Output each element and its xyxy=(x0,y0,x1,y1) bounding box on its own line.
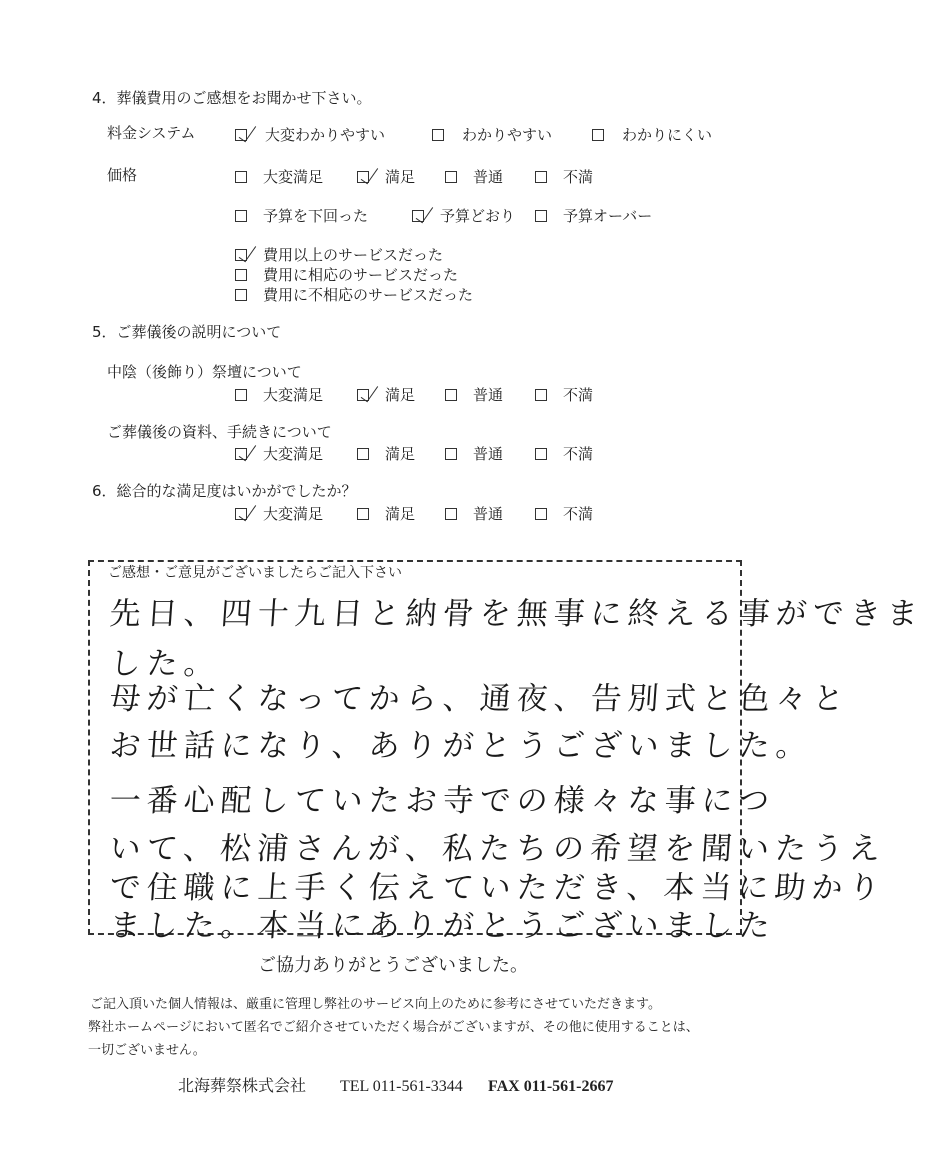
overall-checkbox[interactable] xyxy=(445,508,457,520)
price-option-label: 普通 xyxy=(473,168,504,186)
overall-option-label: 普通 xyxy=(473,505,504,523)
value-option-label: 費用以上のサービスだった xyxy=(263,246,444,264)
value-checkbox[interactable] xyxy=(235,289,247,301)
price-checkbox[interactable] xyxy=(357,171,369,183)
overall-option-label: 満足 xyxy=(385,505,416,523)
altar-option-label: 不満 xyxy=(563,386,594,404)
company-fax: FAX 011-561-2667 xyxy=(488,1078,614,1095)
handwritten-line: 一番心配していたお寺での様々な事につ xyxy=(108,783,777,819)
altar-option-label: 大変満足 xyxy=(263,386,324,404)
budget-option-label: 予算どおり xyxy=(440,207,516,225)
docs-option-label: 満足 xyxy=(385,445,416,463)
privacy-note: 一切ございません。 xyxy=(88,1043,206,1058)
docs-checkbox[interactable] xyxy=(235,448,247,460)
handwritten-line: ました。本当にありがとうございました xyxy=(108,908,778,944)
fee-system-checkbox[interactable] xyxy=(432,129,444,141)
docs-option-label: 大変満足 xyxy=(263,445,324,463)
overall-option-label: 不満 xyxy=(563,505,594,523)
company-tel: TEL 011-561-3344 xyxy=(340,1078,463,1095)
altar-option-label: 普通 xyxy=(473,386,504,404)
fee-system-checkbox[interactable] xyxy=(235,129,247,141)
altar-option-label: 満足 xyxy=(385,386,416,404)
docs-checkbox[interactable] xyxy=(357,448,369,460)
q6-title: 6．総合的な満足度はいかがでしたか？ xyxy=(92,482,357,500)
docs-label: ご葬儀後の資料、手続きについて xyxy=(107,423,332,441)
altar-checkbox[interactable] xyxy=(235,389,247,401)
price-checkbox[interactable] xyxy=(235,171,247,183)
budget-checkbox[interactable] xyxy=(535,210,547,222)
altar-checkbox[interactable] xyxy=(445,389,457,401)
comment-label: ご感想・ご意見がございましたらご記入下さい xyxy=(108,565,402,581)
price-checkbox[interactable] xyxy=(445,171,457,183)
docs-option-label: 普通 xyxy=(473,445,504,463)
price-checkbox[interactable] xyxy=(535,171,547,183)
company-name: 北海葬祭株式会社 xyxy=(178,1078,307,1095)
budget-checkbox[interactable] xyxy=(235,210,247,222)
docs-option-label: 不満 xyxy=(563,445,594,463)
fee-system-label: 料金システム xyxy=(107,124,196,142)
docs-checkbox[interactable] xyxy=(445,448,457,460)
altar-checkbox[interactable] xyxy=(535,389,547,401)
altar-checkbox[interactable] xyxy=(357,389,369,401)
value-option-label: 費用に相応のサービスだった xyxy=(263,266,459,284)
budget-option-label: 予算オーバー xyxy=(563,207,653,225)
value-checkbox[interactable] xyxy=(235,269,247,281)
budget-option-label: 予算を下回った xyxy=(263,207,369,225)
overall-option-label: 大変満足 xyxy=(263,505,324,523)
altar-label: 中陰（後飾り）祭壇について xyxy=(107,363,302,381)
thanks-message: ご協力ありがとうございました。 xyxy=(258,955,528,976)
overall-checkbox[interactable] xyxy=(235,508,247,520)
value-option-label: 費用に不相応のサービスだった xyxy=(263,286,474,304)
privacy-note: ご記入頂いた個人情報は、厳重に管理し弊社のサービス向上のために参考にさせていただきます。 xyxy=(90,997,661,1012)
price-option-label: 不満 xyxy=(563,168,594,186)
fee-system-option-label: わかりにくい xyxy=(622,126,713,144)
value-checkbox[interactable] xyxy=(235,249,247,261)
handwritten-line: 先日、四十九日と納骨を無事に終える事ができま xyxy=(108,596,926,632)
budget-checkbox[interactable] xyxy=(412,210,424,222)
handwritten-line: いて、松浦さんが、私たちの希望を聞いたうえ xyxy=(108,831,888,867)
overall-checkbox[interactable] xyxy=(535,508,547,520)
price-option-label: 満足 xyxy=(385,168,416,186)
price-label: 価格 xyxy=(107,166,138,184)
q4-title: 4．葬儀費用のご感想をお聞かせ下さい。 xyxy=(92,89,372,107)
overall-checkbox[interactable] xyxy=(357,508,369,520)
price-option-label: 大変満足 xyxy=(263,168,324,186)
handwritten-line: お世話になり、ありがとうございました。 xyxy=(108,728,815,764)
handwritten-line: 母が亡くなってから、通夜、告別式と色々と xyxy=(108,681,852,717)
handwritten-line: した。 xyxy=(108,646,223,682)
privacy-note: 弊社ホームページにおいて匿名でご紹介させていただく場合がございますが、その他に使用することは、 xyxy=(88,1020,699,1035)
fee-system-option-label: わかりやすい xyxy=(462,126,553,144)
q5-title: 5．ご葬儀後の説明について xyxy=(92,323,282,341)
docs-checkbox[interactable] xyxy=(535,448,547,460)
handwritten-line: で住職に上手く伝えていただき、本当に助かり xyxy=(108,870,887,906)
fee-system-checkbox[interactable] xyxy=(592,129,604,141)
fee-system-option-label: 大変わかりやすい xyxy=(265,126,386,144)
